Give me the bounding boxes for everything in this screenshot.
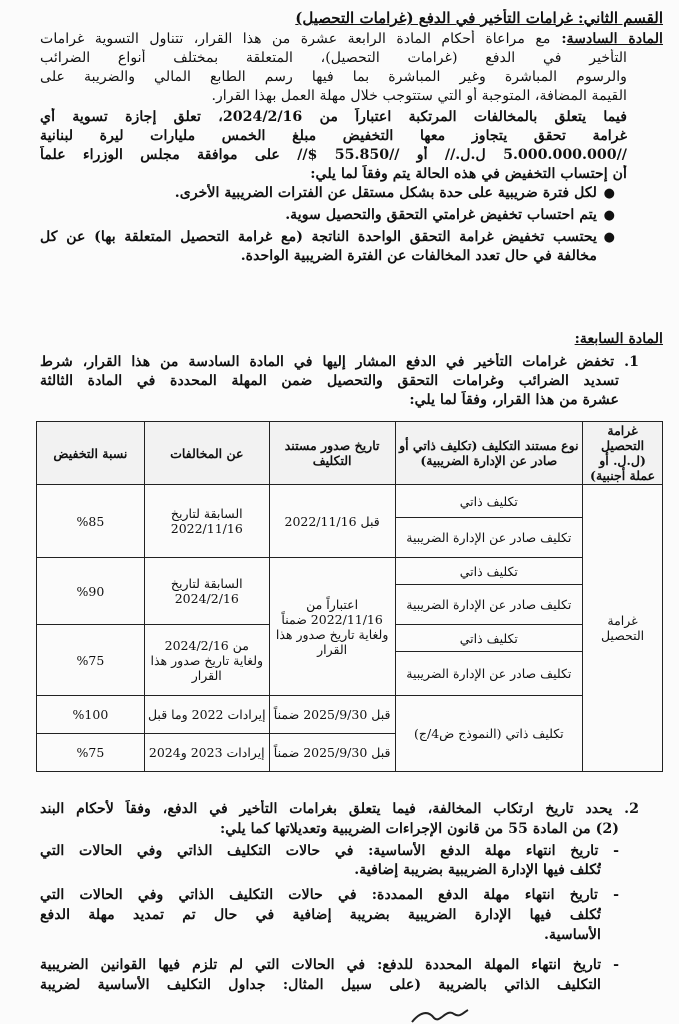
article6-line-1: المادة السادسة: مع مراعاة أحكام المادة الرابعة عشرة من هذا القرار، تتناول التسوية غرامات — [40, 31, 663, 47]
article6-bullet-2: يتم احتساب تخفيض غرامتي التحقق والتحصيل سوية. — [285, 207, 597, 223]
cell-pct-1: %85 — [37, 485, 145, 558]
cell-pct-5: %75 — [37, 734, 145, 772]
article7-title: المادة السابعة: — [574, 331, 663, 347]
article7-item2-line-7: الأساسية. — [544, 927, 601, 943]
header-document-type: نوع مستند التكليف (تكليف ذاتي أو صادر عن الإدارة الضريبية) — [395, 422, 583, 485]
cell-viol-1: السابقة لتاريخ 2022/11/16 — [144, 485, 269, 558]
header-reduction: نسبة التخفيض — [37, 422, 145, 485]
article6-line-7: //5.000.000.000 ل.ل.// أو //55.850 $// على موافقة مجلس الوزراء علماً — [40, 147, 627, 163]
article7-item2-line-2: (2) من المادة 55 من قانون الإجراءات الضريبية وتعديلاتها كما يلي: — [220, 821, 619, 837]
table-row — [37, 558, 663, 585]
cell-admin: تكليف صادر عن الإدارة الضريبية — [395, 585, 583, 625]
penalty-reduction-table — [36, 421, 663, 772]
article6-line-4: القيمة المضافة، المتوجبة أو التي ستتوجب خلال مهلة العمل بهذا القرار. — [211, 88, 627, 104]
cell-viol-5: إيرادات 2023 و2024 — [144, 734, 269, 772]
article7-item2-line-1: 2. يحدد تاريخ ارتكاب المخالفة، فيما يتعلق بغرامات التأخير في الدفع، وفقاً لأحكام البند — [40, 801, 639, 817]
signature-mark — [410, 1006, 470, 1024]
cell-pct-2: %90 — [37, 558, 145, 625]
cell-date-before: قبل 2022/11/16 — [269, 485, 395, 558]
table-header-row — [37, 422, 663, 485]
cell-viol-4: إيرادات 2022 وما قبل — [144, 696, 269, 734]
article6-bullet-3: يحتسب تخفيض غرامة التحقق الواحدة الناتجة (مع غرامة التحصيل المتعلقة بها) عن كل — [40, 229, 597, 245]
article6-bullet-1: لكل فترة ضريبية على حدة بشكل مستقل عن الفترات الضريبية الأخرى. — [174, 185, 597, 201]
cell-viol-3: من 2024/2/16 ولغاية تاريخ صدور هذا القرار — [144, 625, 269, 696]
bullet-icon: ● — [603, 208, 615, 223]
cell-date-2025a: قبل 2025/9/30 ضمناً — [269, 696, 395, 734]
cell-self-form: تكليف ذاتي (النموذج ض4/ج) — [395, 696, 583, 772]
cell-pct-3: %75 — [37, 625, 145, 696]
article7-item2-line-4: تُكلف فيها الإدارة الضريبية بضريبة إضافية. — [354, 862, 601, 878]
article6-line-8: أن إحتساب التخفيض في هذه الحالة يتم وفقاً لما يلي: — [310, 166, 627, 182]
bullet-icon: ● — [603, 230, 615, 245]
cell-self: تكليف ذاتي — [395, 558, 583, 585]
article6-line-2: التأخير في الدفع (غرامات التحصيل)، المتعلقة بمختلف أنواع الضرائب — [40, 50, 627, 66]
article7-item2-line-8: - تاريخ انتهاء المهلة المحددة للدفع: في الحالات التي لم تلزم فيها القوانين الضريبية — [40, 957, 619, 973]
article7-item1-line-1: 1. تخفض غرامات التأخير في الدفع المشار إليها في المادة السادسة من هذا القرار، شرط — [40, 354, 639, 370]
article7-item2-line-3: - تاريخ انتهاء مهلة الدفع الأساسية: في حالات التكليف الذاتي وفي الحالات التي — [40, 843, 619, 859]
table-row — [37, 485, 663, 518]
article6-title: المادة السادسة — [566, 31, 663, 47]
article7-item1-line-3: عشرة من هذا القرار، وفقاً لما يلي: — [409, 392, 619, 408]
section-heading: القسم الثاني: غرامات التأخير في الدفع (غرامات التحصيل) — [295, 9, 663, 27]
cell-date-2025b: قبل 2025/9/30 ضمناً — [269, 734, 395, 772]
cell-self: تكليف ذاتي — [395, 485, 583, 518]
header-violations: عن المخالفات — [144, 422, 269, 485]
article7-item1-line-2: تسديد الضرائب وغرامات التحقق والتحصيل ضمن المهلة المحددة في المادة الثالثة — [40, 373, 619, 389]
cell-pct-4: %100 — [37, 696, 145, 734]
cell-admin: تكليف صادر عن الإدارة الضريبية — [395, 652, 583, 696]
header-issue-date: تاريخ صدور مستند التكليف — [269, 422, 395, 485]
cell-self: تكليف ذاتي — [395, 625, 583, 652]
article7-item2-line-6: تُكلف فيها الإدارة الضريبية بضريبة إضافية في حال تم تمديد مهلة الدفع — [40, 907, 601, 923]
cell-penalty-type: غرامة التحصيل — [583, 485, 663, 772]
article7-item2-line-9: التكليف الذاتي بالضريبة (على سبيل المثال: جداول التكليف الأساسية لضريبة — [40, 977, 601, 993]
table-row — [37, 696, 663, 734]
bullet-icon: ● — [603, 186, 615, 201]
article6-line-3: والرسوم المباشرة وغير المباشرة بما فيها رسم الطابع المالي والضريبة على — [40, 69, 627, 85]
article6-bullet-3-cont: مخالفة في حال تعدد المخالفات عن الفترة الضريبية الواحدة. — [240, 248, 597, 264]
cell-viol-2: السابقة لتاريخ 2024/2/16 — [144, 558, 269, 625]
cell-admin: تكليف صادر عن الإدارة الضريبية — [395, 518, 583, 558]
article6-line-5: فيما يتعلق بالمخالفات المرتكبة اعتباراً من 2024/2/16، تعلق إجازة تسوية أي — [40, 109, 627, 125]
header-penalty: غرامة التحصيل (ل.ل. أو عملة أجنبية) — [583, 422, 663, 485]
article7-item2-line-5: - تاريخ انتهاء مهلة الدفع الممددة: في حالات التكليف الذاتي وفي الحالات التي — [40, 887, 619, 903]
article6-line-6: غرامة تحقق يتجاوز معها التخفيض مبلغ الخمس مليارات ليرة لبنانية — [40, 128, 627, 144]
cell-date-from: اعتباراً من 2022/11/16 ضمناً ولغاية تاريخ صدور هذا القرار — [269, 558, 395, 696]
